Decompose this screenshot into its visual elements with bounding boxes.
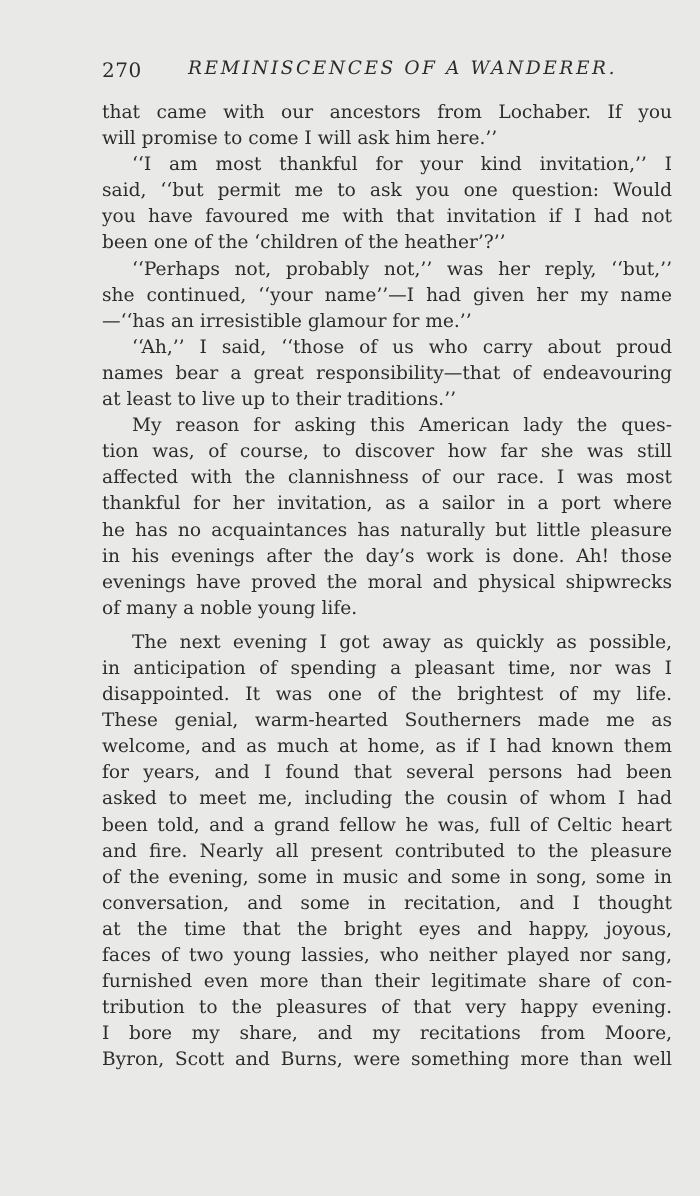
text-line: you have favoured me with that invitation if I had not (102, 206, 672, 228)
text-line: in his evenings after the day’s work is done. Ah! those (102, 545, 672, 567)
text-line: My reason for asking this American lady the ques- (132, 415, 672, 437)
text-line: affected with the clannishness of our race. I was most (102, 467, 672, 489)
paragraph-gap (102, 622, 672, 630)
text-line: of many a noble young life. (102, 597, 358, 619)
text-line: will promise to come I will ask him here.’’ (102, 128, 498, 150)
text-line: These genial, warm-hearted Southerners made me as (102, 710, 672, 732)
text-line: furnished even more than their legitimate share of con- (102, 971, 672, 993)
text-line: in anticipation of spending a pleasant time, nor was I (102, 657, 672, 679)
text-line: The next evening I got away as quickly as possible, (132, 631, 672, 653)
text-line: at least to live up to their traditions.’’ (102, 389, 457, 411)
page-header (102, 58, 618, 90)
text-line: ‘‘Ah,’’ I said, ‘‘those of us who carry about proud (132, 336, 672, 358)
text-line: ‘‘I am most thankful for your kind invitation,’’ I (132, 154, 672, 176)
text-line: thankful for her invitation, as a sailor in a port where (102, 493, 672, 515)
text-line: and fire. Nearly all present contributed to the pleasure (102, 840, 672, 862)
text-line: faces of two young lassies, who neither played nor sang, (102, 945, 672, 966)
body-text (102, 100, 672, 1073)
text-line: conversation, and some in recitation, and I thought (102, 892, 672, 914)
text-line: at the time that the bright eyes and happy, joyous, (102, 918, 672, 940)
text-line: that came with our ancestors from Lochaber. If you (102, 102, 672, 123)
text-line: welcome, and as much at home, as if I had known them (102, 736, 672, 758)
text-line: he has no acquaintances has naturally but little pleasure (102, 519, 672, 541)
page-number: 270 (102, 58, 142, 82)
text-line: of the evening, some in music and some in song, some in (102, 866, 672, 888)
text-line: evenings have proved the moral and physical shipwrecks (102, 571, 672, 593)
text-line: tribution to the pleasures of that very happy evening. (102, 997, 672, 1019)
text-line: she continued, ‘‘your name’’—I had given her my name (102, 284, 672, 306)
text-line: I bore my share, and my recitations from Moore, (102, 1023, 672, 1045)
text-line: disappointed. It was one of the brightest of my life. (102, 684, 672, 706)
text-line: asked to meet me, including the cousin of whom I had (102, 788, 672, 810)
text-line: been one of the ‘children of the heather’?’’ (102, 232, 506, 254)
text-line: Byron, Scott and Burns, were something more than well (102, 1049, 672, 1071)
text-line: —‘‘has an irresistible glamour for me.’’ (102, 310, 472, 332)
text-line: tion was, of course, to discover how far she was still (102, 441, 672, 463)
running-head: REMINISCENCES OF A WANDERER. (188, 58, 618, 79)
text-line: been told, and a grand fellow he was, full of Celtic heart (102, 814, 672, 836)
text-line: for years, and I found that several persons had been (102, 762, 672, 784)
text-line: names bear a great responsibility—that of endeavouring (102, 362, 672, 384)
text-line: said, ‘‘but permit me to ask you one question: Would (102, 180, 672, 202)
text-line: ‘‘Perhaps not, probably not,’’ was her reply, ‘‘but,’’ (132, 258, 672, 280)
